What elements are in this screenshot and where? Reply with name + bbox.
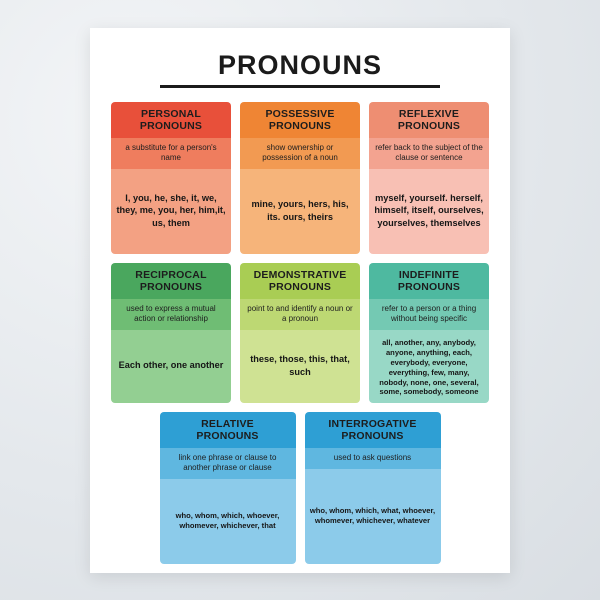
- pronoun-card-reflexive: [369, 102, 489, 254]
- card-title-line1: RELATIVE: [201, 418, 254, 430]
- card-title-line1: RECIPROCAL: [135, 269, 207, 281]
- pronoun-card-reciprocal: [111, 263, 231, 403]
- pronoun-card-possessive: [240, 102, 360, 254]
- card-title-line2: PRONOUNS: [268, 281, 332, 294]
- card-title-line1: INDEFINITE: [398, 269, 460, 281]
- card-title-line2: PRONOUNS: [139, 120, 203, 133]
- pronoun-card-interrogative: [305, 412, 441, 564]
- pronoun-card-indefinite: [369, 263, 489, 403]
- card-examples: all, another, any, anybody, anyone, anything, each, everybody, everyone, everything, few, many, nobody, none, one, several, some, somebody, someone: [369, 330, 489, 403]
- pronouns-poster: [90, 28, 510, 573]
- card-title-line2: PRONOUNS: [268, 120, 332, 133]
- pronoun-card-relative: [160, 412, 296, 564]
- card-description: used to express a mutual action or relationship: [111, 299, 231, 330]
- card-examples: myself, yourself. herself, himself, itself, ourselves, yourselves, themselves: [369, 169, 489, 254]
- card-title: [111, 102, 231, 138]
- card-row: [106, 263, 494, 403]
- card-title-line1: REFLEXIVE: [398, 108, 460, 120]
- card-row: [106, 412, 494, 564]
- card-title-line2: PRONOUNS: [397, 120, 461, 133]
- pronoun-card-grid: [106, 102, 494, 564]
- card-examples: these, those, this, that, such: [240, 330, 360, 403]
- card-examples: who, whom, which, whoever, whomever, whichever, that: [160, 479, 296, 564]
- card-title-line2: PRONOUNS: [341, 430, 404, 443]
- card-examples: who, whom, which, what, whoever, whomever, whichever, whatever: [305, 469, 441, 564]
- card-row: [106, 102, 494, 254]
- card-title-line1: DEMONSTRATIVE: [253, 269, 347, 281]
- card-title: [240, 102, 360, 138]
- card-description: refer back to the subject of the clause or sentence: [369, 138, 489, 169]
- card-title-line2: PRONOUNS: [139, 281, 203, 294]
- card-title-line2: PRONOUNS: [397, 281, 461, 294]
- card-examples: I, you, he, she, it, we, they, me, you, her, him,it, us, them: [111, 169, 231, 254]
- card-description: point to and identify a noun or a pronoun: [240, 299, 360, 330]
- card-title-line1: POSSESSIVE: [265, 108, 335, 120]
- card-title: [305, 412, 441, 448]
- pronoun-card-demonstrative: [240, 263, 360, 403]
- card-title-line1: INTERROGATIVE: [328, 418, 417, 430]
- card-description: used to ask questions: [305, 448, 441, 469]
- page-title: PRONOUNS: [160, 50, 439, 88]
- card-title: [240, 263, 360, 299]
- card-title: [369, 102, 489, 138]
- card-description: link one phrase or clause to another phrase or clause: [160, 448, 296, 479]
- card-description: refer to a person or a thing without being specific: [369, 299, 489, 330]
- card-title-line1: PERSONAL: [141, 108, 201, 120]
- card-examples: Each other, one another: [111, 330, 231, 403]
- card-description: show ownership or possession of a noun: [240, 138, 360, 169]
- card-description: a substitute for a person's name: [111, 138, 231, 169]
- card-title: [369, 263, 489, 299]
- card-title-line2: PRONOUNS: [196, 430, 259, 443]
- card-examples: mine, yours, hers, his, its. ours, theirs: [240, 169, 360, 254]
- card-title: [160, 412, 296, 448]
- pronoun-card-personal: [111, 102, 231, 254]
- card-title: [111, 263, 231, 299]
